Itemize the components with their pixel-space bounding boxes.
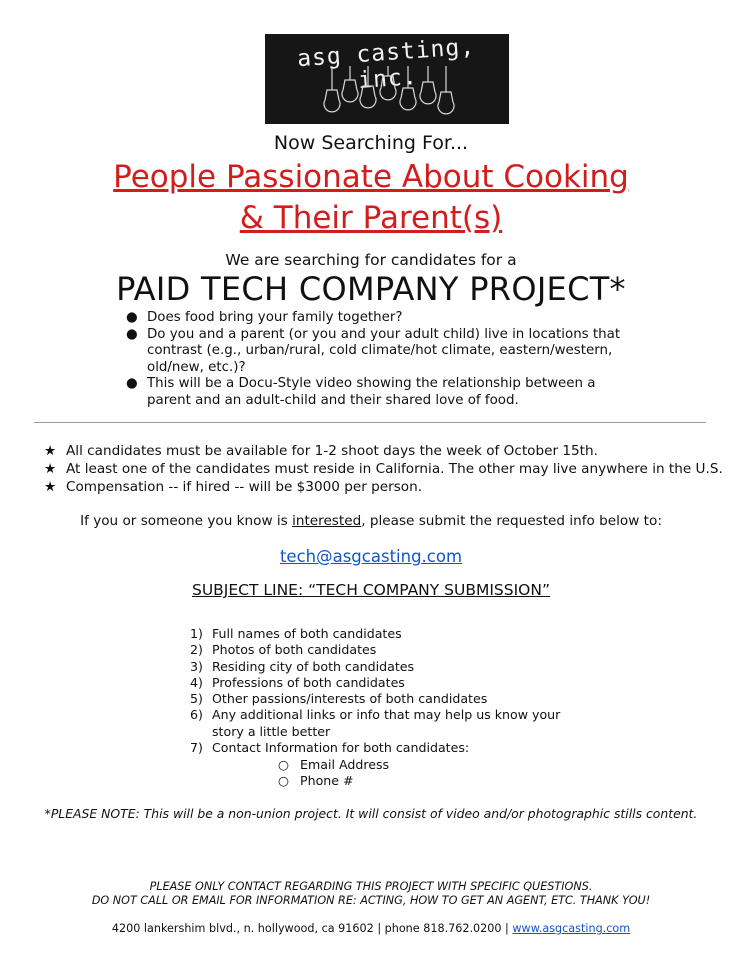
star-icon: ★	[44, 461, 57, 477]
bullet-icon: ●	[126, 326, 138, 342]
logo-text: asg casting, inc.	[296, 33, 476, 95]
requested-info-list	[190, 626, 570, 756]
list-item: ○ Phone #	[278, 773, 354, 789]
subject-line: SUBJECT LINE: “TECH COMPANY SUBMISSION”	[191, 581, 551, 599]
website-link[interactable]: www.asgcasting.com	[512, 922, 631, 935]
list-item: ● This will be a Docu-Style video showing the relationship between a parent and an adult-child and their shared love of food.	[126, 376, 596, 408]
list-item: ★ Compensation -- if hired -- will be $3000 per person.	[44, 479, 423, 495]
list-item: 1) Full names of both candidates	[190, 626, 402, 641]
footer-address: 4200 lankershim blvd., n. hollywood, ca 91602 | phone 818.762.0200 |	[111, 922, 513, 935]
project-title: PAID TECH COMPANY PROJECT*	[116, 270, 626, 308]
now-searching-label: Now Searching For...	[273, 132, 469, 154]
list-item: 6) Any additional links or info that may help us know your story a little better	[190, 707, 561, 739]
submission-email-link[interactable]: tech@asgcasting.com	[279, 547, 463, 566]
list-item: 2) Photos of both candidates	[190, 642, 377, 658]
list-item: ★ All candidates must be available for 1-2 shoot days the week of October 15th.	[44, 443, 598, 459]
circle-bullet-icon: ○	[278, 757, 289, 772]
bullet-icon: ●	[126, 310, 138, 325]
circle-bullet-icon: ○	[278, 773, 289, 789]
list-item: ● Do you and a parent (or you and your adult child) live in locations that contrast (e.g., urban/rural, cold climate/hot climate, eastern/western, old/new, etc.)?	[126, 326, 621, 375]
list-item: 3) Residing city of both candidates	[190, 658, 415, 674]
divider	[34, 422, 706, 423]
star-icon: ★	[44, 479, 57, 495]
submit-instructions: If you or someone you know is interested, please submit the requested info below to:	[80, 513, 662, 529]
company-logo	[265, 34, 509, 124]
contact-fields-list	[278, 757, 389, 790]
intro-text: We are searching for candidates for a	[225, 251, 517, 269]
contact-notice-line-2: DO NOT CALL OR EMAIL FOR INFORMATION RE: ACTING, HOW TO GET AN AGENT, ETC. THANK YOU!	[91, 894, 651, 907]
star-icon: ★	[44, 443, 57, 459]
list-item: ● Does food bring your family together?	[126, 310, 403, 325]
non-union-note: *PLEASE NOTE: This will be a non-union project. It will consist of video and/or photographic stills content.	[44, 806, 698, 821]
light-bulbs-icon	[320, 66, 460, 122]
question-list	[124, 310, 624, 410]
contact-notice-line-1: PLEASE ONLY CONTACT REGARDING THIS PROJECT WITH SPECIFIC QUESTIONS.	[149, 880, 593, 893]
list-item: ★ At least one of the candidates must reside in California. The other may live anywhere in the U.S.	[44, 461, 723, 477]
headline-line-1: People Passionate About Cooking	[113, 159, 629, 195]
headline-line-2: & Their Parent(s)	[239, 200, 503, 236]
list-item: 4) Professions of both candidates	[190, 674, 405, 690]
requirements-list	[44, 442, 734, 496]
footer	[0, 922, 742, 935]
list-item: 7) Contact Information for both candidates:	[190, 740, 470, 756]
list-item: ○ Email Address	[278, 757, 390, 772]
bullet-icon: ●	[126, 376, 138, 392]
list-item: 5) Other passions/interests of both candidates	[190, 691, 488, 707]
